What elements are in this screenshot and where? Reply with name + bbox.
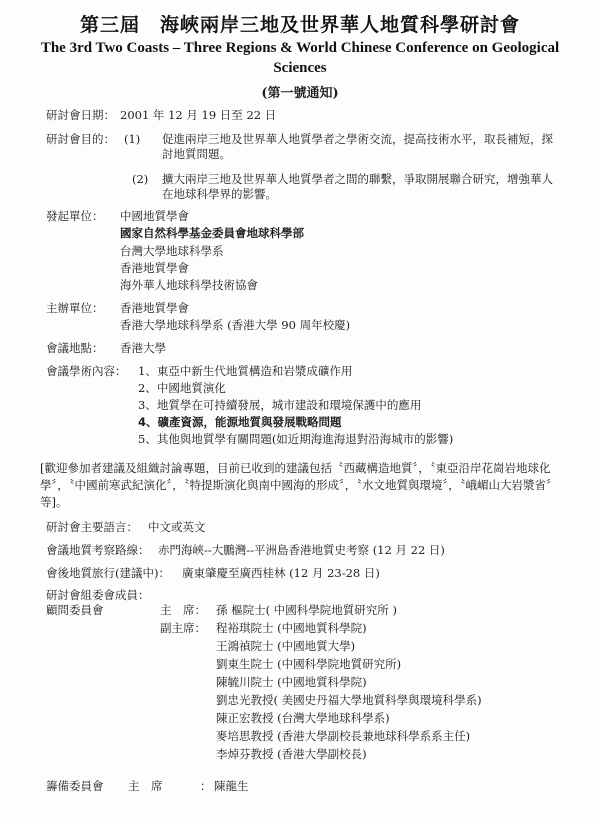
purpose-1-text: 促進兩岸三地及世界華人地質學者之學術交流，提高技術水平，取長補短，探討地質問題。 <box>162 132 553 161</box>
organizers-label: 主辦單位： <box>46 301 104 315</box>
date-value: 2001 年 12 月 19 日至 22 日 <box>120 108 277 122</box>
organizer-item: 香港地質學會 <box>120 301 189 315</box>
chair-name: 孫 樞院士( 中國科學院地質研究所 ) <box>216 603 397 617</box>
vice-chair-item: 李焯芬教授 (香港大學副校長) <box>216 747 367 761</box>
field-trip-label: 會議地質考察路線： <box>46 543 150 557</box>
prep-chair-name: 陳龍生 <box>214 779 249 793</box>
purpose-1-number: (1) <box>124 132 141 146</box>
post-trip-value: 廣東肇慶至廣西桂林 (12 月 23-28 日) <box>182 566 380 580</box>
language-label: 研討會主要語言： <box>46 520 138 534</box>
purpose-2-number: (2) <box>132 172 149 186</box>
title-english: The 3rd Two Coasts – Three Regions & World Chinese Conference on Geological Sciences <box>40 40 560 76</box>
vice-chair-item: 劉忠光教授( 美國史丹福大學地質科學與環境科學系) <box>216 693 482 707</box>
vice-chair-item: 王鴻禎院士 (中國地質大學) <box>216 639 356 653</box>
chair-label: 主 席： <box>160 603 206 617</box>
initiator-item: 國家自然科學基金委員會地球科學部 <box>120 226 304 240</box>
advisory-committee-label: 顧問委員會 <box>46 603 104 617</box>
title-chinese: 第三屆 海峽兩岸三地及世界華人地質科學研討會 <box>79 14 520 36</box>
organizer-item: 香港大學地球科學系 (香港大學 90 周年校慶) <box>120 318 351 332</box>
vice-chair-item: 陳毓川院士 (中國地質科學院) <box>216 675 367 689</box>
committee-label: 研討會組委會成員： <box>46 588 150 602</box>
topic-item: 1、東亞中新生代地質構造和岩漿成礦作用 <box>138 364 353 378</box>
vice-chair-label: 副主席： <box>160 621 206 635</box>
initiators-label: 發起單位： <box>46 209 104 223</box>
purpose-2-text: 擴大兩岸三地及世界華人地質學者之間的聯繫，爭取開展聯合研究，增強華人在地球科學界的影響。 <box>162 172 553 201</box>
vice-chair-item: 劉東生院士 (中國科學院地質研究所) <box>216 657 402 671</box>
topic-item: 3、地質學在可持續發展，城市建設和環境保護中的應用 <box>138 398 422 412</box>
language-value: 中文或英文 <box>148 520 206 534</box>
purpose-label: 研討會目的： <box>46 132 115 146</box>
suggested-topics-paragraph: [歡迎參加者建議及組織討論專題，目前已收到的建議包括〝西藏構造地質〞，〝東亞沿岸花崗岩地球化學〞，〝中國前寒武紀演化〞，〝特提斯演化與南中國海的形成〞，〝水文地質與環境〞，〝峨嵋山大岩漿省〞等]。 <box>40 461 558 509</box>
vice-chair-item: 陳正宏教授 (台灣大學地球科學系) <box>216 711 390 725</box>
notice-number: (第一號通知) <box>261 86 339 101</box>
field-trip-value: 赤門海峽--大鵬灣--平洲島香港地質史考察 (12 月 22 日) <box>158 543 445 557</box>
venue-label: 會議地點： <box>46 341 104 355</box>
vice-chair-item: 程裕琪院士 (中國地質科學院) <box>216 621 367 635</box>
date-label: 研討會日期： <box>46 108 115 122</box>
prep-chair-label: 主 席 <box>128 779 163 793</box>
topic-item: 2、中國地質演化 <box>138 381 226 395</box>
prep-chair-separator: ： <box>200 779 212 793</box>
post-trip-label: 會後地質旅行(建議中)： <box>46 566 170 580</box>
initiator-item: 中國地質學會 <box>120 209 189 223</box>
topic-item: 4、礦產資源，能源地質與發展戰略問題 <box>138 415 342 429</box>
initiator-item: 香港地質學會 <box>120 261 189 275</box>
initiator-item: 海外華人地球科學技術協會 <box>120 278 258 292</box>
venue-value: 香港大學 <box>120 341 166 355</box>
initiator-item: 台灣大學地球科學系 <box>120 244 224 258</box>
prep-committee-label: 籌備委員會 <box>46 779 104 793</box>
topics-label: 會議學術內容： <box>46 364 127 378</box>
topic-item: 5、其他與地質學有關問題(如近期海進海退對沿海城市的影響) <box>138 432 454 446</box>
vice-chair-item: 麥培思教授 (香港大學副校長兼地球科學系系主任) <box>216 729 471 743</box>
